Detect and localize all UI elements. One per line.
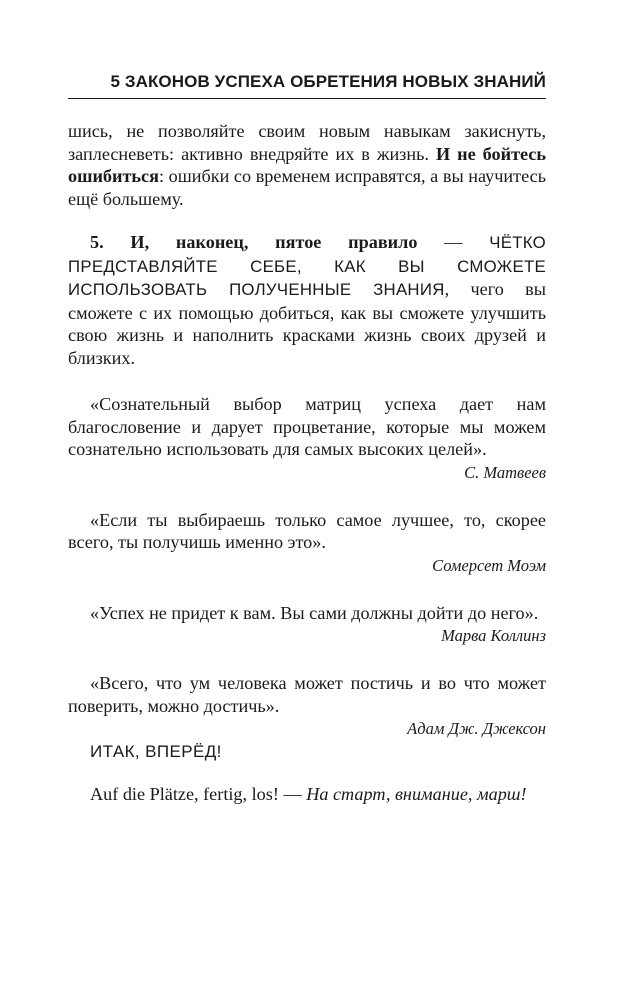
quote-3-author: Марва Коллинз [441, 626, 546, 645]
running-header: 5 ЗАКОНОВ УСПЕХА ОБРЕТЕНИЯ НОВЫХ ЗНАНИЙ [68, 72, 546, 99]
quote-3-text: «Успех не придет к вам. Вы сами должны дойти до него». [90, 602, 539, 623]
rule-5-dash: — [417, 232, 490, 252]
p1-text-2: : ошибки со временем исправятся, а вы научитесь ещё большему. [68, 166, 546, 209]
closing-dash: — [278, 783, 307, 804]
closing-german: Auf die Plätze, fertig, los! [90, 783, 279, 804]
quote-1-text: «Сознательный выбор матриц успеха дает нам благословение и дарует процветание, которые мы можем сознательно использовать для самых высоких целей». [68, 394, 546, 459]
quote-4-text: «Всего, что ум человека может постичь и во что может поверить, можно достичь». [68, 673, 546, 716]
p1-text-1: шись, не позволяйте своим новым навыкам закиснуть, заплесневеть: активно внедряйте их в жизнь. [68, 121, 546, 164]
closing-line [68, 783, 546, 806]
closing-heading: ИТАК, ВПЕРЁД! [90, 742, 222, 761]
closing-russian: На старт, внимание, марш! [306, 783, 527, 804]
quote-2-text: «Если ты выбираешь только самое лучшее, то, скорее всего, ты получишь именно это». [68, 509, 546, 552]
quote-2-author: Сомерсет Моэм [432, 555, 546, 575]
quote-4-author: Адам Дж. Джексон [407, 719, 546, 738]
p1-bold-and: И [435, 143, 458, 164]
rule-5-lead: 5. И, наконец, пятое правило [90, 232, 418, 252]
rule-5-rest: , чего вы сможете с их помощью добиться, как вы сможете улучшить свою жизнь и наполнить красками жизнь своих друзей и близких. [68, 279, 546, 368]
p1-bold-warning: не бойтесь ошибиться [68, 143, 546, 186]
page-body [68, 120, 546, 805]
paragraph-rule-5 [68, 231, 546, 369]
rule-5-caps: ЧЁТКО ПРЕДСТАВЛЯЙТЕ СЕБЕ, КАК ВЫ СМОЖЕТЕ ИСПОЛЬЗОВАТЬ ПОЛУЧЕННЫЕ ЗНАНИЯ [68, 233, 546, 299]
quote-1-author: С. Матвеев [464, 462, 546, 482]
paragraph-continuation [68, 120, 546, 210]
